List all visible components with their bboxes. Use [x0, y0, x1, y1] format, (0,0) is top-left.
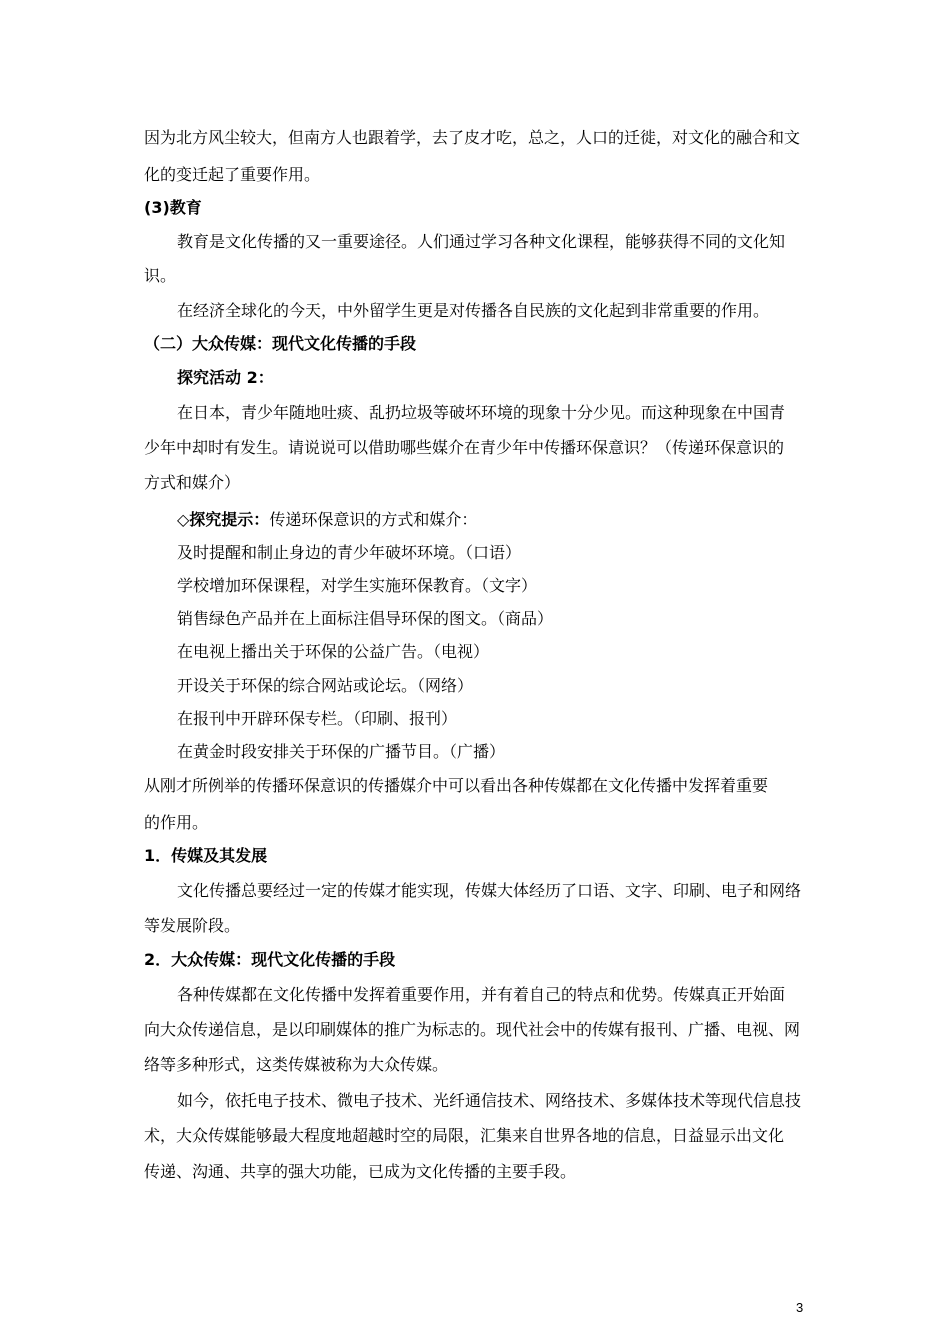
- hint-label: ◇探究提示：: [177, 510, 270, 529]
- section-heading: (3)教育: [144, 198, 202, 217]
- list-item: 学校增加环保课程，对学生实施环保教育。（文字）: [177, 576, 538, 595]
- list-item: 在报刊中开辟环保专栏。（印刷、报刊）: [177, 709, 458, 728]
- text-line: 等发展阶段。: [144, 916, 241, 935]
- text-line: 传递、沟通、共享的强大功能，已成为文化传播的主要手段。: [144, 1162, 577, 1181]
- text-line: 向大众传递信息，是以印刷媒体的推广为标志的。现代社会中的传媒有报刊、广播、电视、网: [144, 1020, 801, 1039]
- text-line: 方式和媒介）: [144, 473, 241, 492]
- list-item: 在黄金时段安排关于环保的广播节目。（广播）: [177, 742, 506, 761]
- list-item: 销售绿色产品并在上面标注倡导环保的图文。（商品）: [177, 609, 554, 628]
- section-heading: （二）大众传媒：现代文化传播的手段: [144, 334, 417, 353]
- activity-heading: 探究活动 2：: [177, 368, 274, 387]
- page-number: 3: [796, 1300, 804, 1315]
- list-item: 开设关于环保的综合网站或论坛。（网络）: [177, 676, 474, 695]
- text-line: 少年中却时有发生。请说说可以借助哪些媒介在青少年中传播环保意识？（传递环保意识的: [144, 438, 785, 457]
- text-line: 各种传媒都在文化传播中发挥着重要作用，并有着自己的特点和优势。传媒真正开始面: [177, 985, 786, 1004]
- text-line: 因为北方风尘较大，但南方人也跟着学，去了皮才吃，总之，人口的迁徙，对文化的融合和文: [144, 128, 801, 147]
- text-line: 文化传播总要经过一定的传媒才能实现，传媒大体经历了口语、文字、印刷、电子和网络: [177, 881, 802, 900]
- text-line: 术，大众传媒能够最大程度地超越时空的局限，汇集来自世界各地的信息，日益显示出文化: [144, 1126, 785, 1145]
- text-line: 从刚才所例举的传播环保意识的传播媒介中可以看出各种传媒都在文化传播中发挥着重要: [144, 776, 769, 795]
- hint-text: 传递环保意识的方式和媒介：: [269, 510, 478, 529]
- list-item: 在电视上播出关于环保的公益广告。（电视）: [177, 642, 490, 661]
- text-line: 识。: [144, 266, 177, 285]
- hint-line: [177, 510, 812, 530]
- subsection-heading: 2．大众传媒：现代文化传播的手段: [144, 950, 396, 969]
- text-line: 化的变迁起了重要作用。: [144, 165, 321, 184]
- list-item: 及时提醒和制止身边的青少年破坏环境。（口语）: [177, 543, 522, 562]
- text-line: 教育是文化传播的又一重要途径。人们通过学习各种文化课程，能够获得不同的文化知: [177, 232, 786, 251]
- text-line: 络等多种形式，这类传媒被称为大众传媒。: [144, 1055, 449, 1074]
- text-line: 如今，依托电子技术、微电子技术、光纤通信技术、网络技术、多媒体技术等现代信息技: [177, 1091, 802, 1110]
- text-line: 在经济全球化的今天，中外留学生更是对传播各自民族的文化起到非常重要的作用。: [177, 301, 770, 320]
- subsection-heading: 1．传媒及其发展: [144, 846, 268, 865]
- text-line: 的作用。: [144, 813, 209, 832]
- text-line: 在日本，青少年随地吐痰、乱扔垃圾等破坏环境的现象十分少见。而这种现象在中国青: [177, 403, 786, 422]
